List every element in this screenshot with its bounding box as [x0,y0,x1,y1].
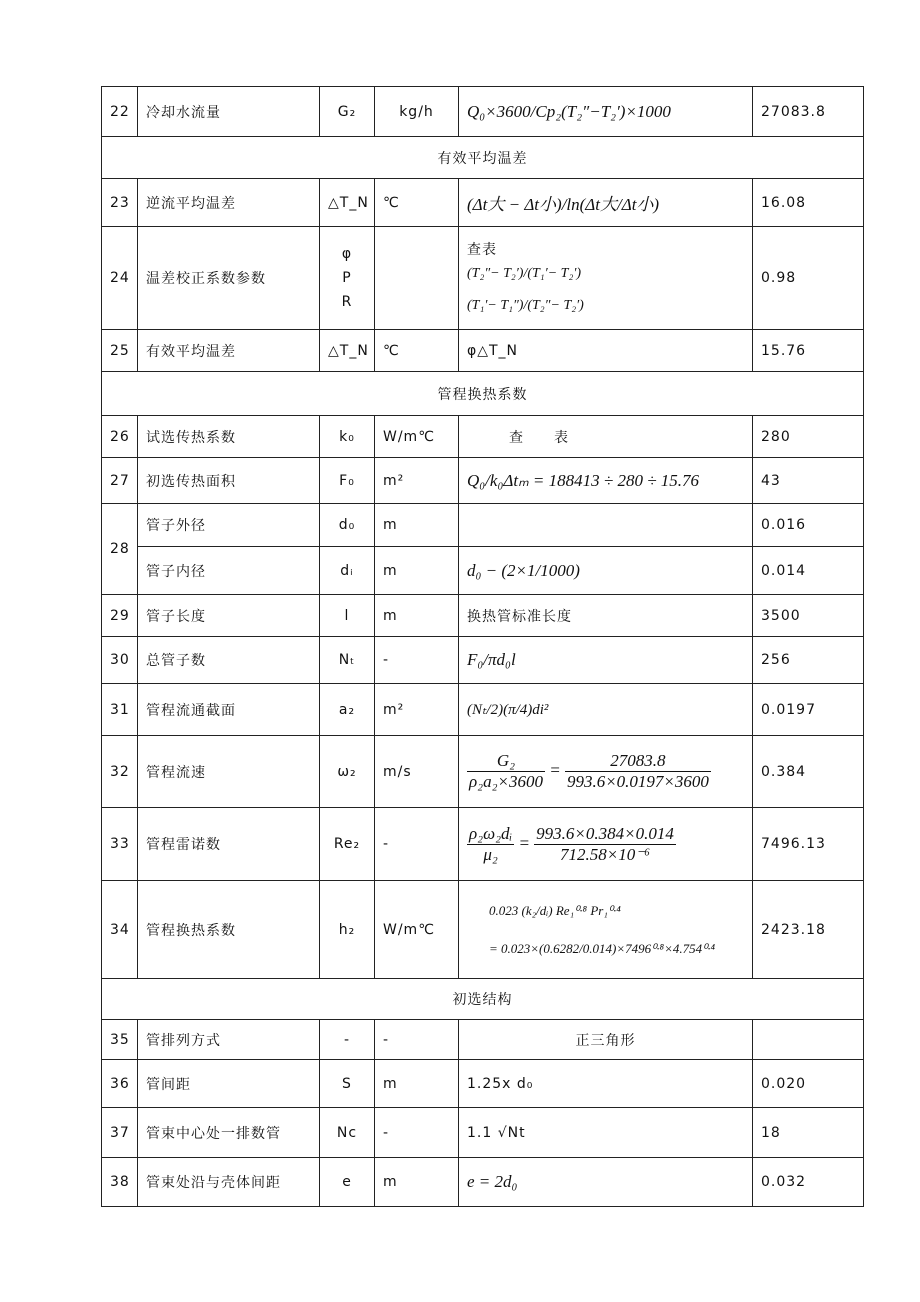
item-unit: m² [375,684,459,736]
item-name: 管排列方式 [138,1020,320,1060]
item-name: 有效平均温差 [138,330,320,372]
row-number: 24 [102,227,138,330]
item-symbol [320,227,375,330]
item-value: 7496.13 [753,808,864,881]
row-number: 23 [102,179,138,227]
formula-line: (T₁′− T₁″)/(T₂″− T₂′) [467,298,584,313]
table-row-23 [102,179,864,227]
item-unit: - [375,1108,459,1158]
numerator: G₂ [467,751,545,772]
formula-line: = 0.023×(0.6282/0.014)×7496⁰·⁸×4.754⁰·⁴ [489,940,716,956]
item-symbol: Nc [320,1108,375,1158]
item-value: 18 [753,1108,864,1158]
section-title: 管程换热系数 [102,372,864,416]
item-value: 256 [753,637,864,684]
fraction [565,751,711,792]
item-name: 逆流平均温差 [138,179,320,227]
numerator: 993.6×0.384×0.014 [536,823,674,843]
item-name: 管程流速 [138,736,320,808]
row-number: 34 [102,881,138,979]
item-unit: ℃ [375,330,459,372]
item-unit: W/m℃ [375,416,459,458]
item-value: 3500 [753,595,864,637]
row-number: 38 [102,1158,138,1207]
item-name: 试选传热系数 [138,416,320,458]
table-row-22 [102,87,864,137]
item-symbol: Nₜ [320,637,375,684]
item-formula: 正三角形 [459,1020,753,1060]
item-formula: (Δt大 − Δt小)/ln(Δt大/Δt小) [459,179,753,227]
item-unit: m [375,595,459,637]
item-unit: m [375,504,459,547]
denominator: 993.6×0.0197×3600 [566,772,709,791]
item-symbol: d₀ [320,504,375,547]
item-unit: - [375,637,459,684]
table-row-24 [102,227,864,330]
table-row-32 [102,736,864,808]
row-number: 22 [102,87,138,137]
item-symbol: G₂ [320,87,375,137]
calculation-table [101,86,864,1207]
item-name: 管束处沿与壳体间距 [138,1158,320,1207]
table-row-35 [102,1020,864,1060]
item-symbol: k₀ [320,416,375,458]
table-row-30 [102,637,864,684]
table-row-28b [102,547,864,595]
formula-line: (T₂″− T₂′)/(T₁′− T₂′) [467,266,582,281]
table-row-29 [102,595,864,637]
row-number: 35 [102,1020,138,1060]
row-number: 31 [102,684,138,736]
section-row [102,372,864,416]
item-value: 0.98 [753,227,864,330]
item-formula: F₀/πd₀l [459,637,753,684]
numerator: ρ₂ω₂dᵢ [469,823,513,843]
item-symbol: h₂ [320,881,375,979]
item-name: 冷却水流量 [138,87,320,137]
table-row-31 [102,684,864,736]
item-formula: $\frac{\text{G₂}}{\text{ρ₂a₂×3600}}$ = $\frac{27083.8}{993.6\times 0.0197\times 3600}$ [459,736,753,808]
item-name: 管子外径 [138,504,320,547]
denominator: 712.58×10⁻⁶ [559,844,651,864]
table-row-25 [102,330,864,372]
item-symbol: △T_N [320,179,375,227]
item-value: 0.016 [753,504,864,547]
fraction [467,824,514,865]
item-value: 0.384 [753,736,864,808]
item-unit: kg/h [375,87,459,137]
table-row-26 [102,416,864,458]
item-formula: φ△T_N [459,330,753,372]
item-value: 15.76 [753,330,864,372]
item-symbol: e [320,1158,375,1207]
item-formula: d₀ − (2×1/1000) [459,547,753,595]
item-value: 0.020 [753,1060,864,1108]
item-symbol: Re₂ [320,808,375,881]
item-formula: e = 2d₀ [459,1158,753,1207]
item-unit: m [375,547,459,595]
item-value: 280 [753,416,864,458]
item-symbol: - [320,1020,375,1060]
item-symbol: △T_N [320,330,375,372]
item-value: 0.014 [753,547,864,595]
table-row-33 [102,808,864,881]
item-name: 管子长度 [138,595,320,637]
item-name: 初选传热面积 [138,458,320,504]
item-value: 0.032 [753,1158,864,1207]
table-row-37 [102,1108,864,1158]
item-name: 管程换热系数 [138,881,320,979]
item-name: 管间距 [138,1060,320,1108]
symbol-phi: φ [341,246,353,262]
item-value: 27083.8 [753,87,864,137]
item-formula: $\frac{\text{ρ₂ω₂dᵢ}}{\text{μ₂}}$ = $\frac{993.6\times 0.384\times 0.014}{\text{712.58×10⁻⁶}}$ [459,808,753,881]
symbol-r: R [341,294,353,310]
item-formula: 查 表 [459,416,753,458]
section-title: 初选结构 [102,979,864,1020]
item-unit [375,227,459,330]
item-symbol: ω₂ [320,736,375,808]
row-number: 26 [102,416,138,458]
item-symbol: dᵢ [320,547,375,595]
row-number: 30 [102,637,138,684]
item-formula: 换热管标准长度 [459,595,753,637]
item-formula [459,881,753,979]
item-name: 总管子数 [138,637,320,684]
section-row [102,137,864,179]
denominator: μ₂ [483,844,498,864]
item-formula [459,504,753,547]
item-symbol: a₂ [320,684,375,736]
fraction [534,824,676,865]
item-unit: - [375,1020,459,1060]
item-symbol: l [320,595,375,637]
section-row [102,979,864,1020]
table-row-36 [102,1060,864,1108]
item-unit: - [375,808,459,881]
table-row-34 [102,881,864,979]
item-value: 2423.18 [753,881,864,979]
table-row-28a [102,504,864,547]
item-name: 管束中心处一排数管 [138,1108,320,1158]
item-formula: Q₀×3600/Cp₂(T₂″−T₂′)×1000 [459,87,753,137]
item-symbol: F₀ [320,458,375,504]
item-unit: m² [375,458,459,504]
item-name: 管程流通截面 [138,684,320,736]
row-number: 25 [102,330,138,372]
item-value: 0.0197 [753,684,864,736]
item-value: 43 [753,458,864,504]
row-number: 37 [102,1108,138,1158]
item-unit: m [375,1158,459,1207]
denominator: ρ₂a₂×3600 [469,772,543,791]
item-formula [459,227,753,330]
section-title: 有效平均温差 [102,137,864,179]
item-name: 温差校正系数参数 [138,227,320,330]
item-symbol: S [320,1060,375,1108]
item-formula: 1.1 √Nt [459,1108,753,1158]
item-formula: 1.25x d₀ [459,1060,753,1108]
row-number: 28 [102,504,138,595]
formula-line: 0.023 (k₂/dᵢ) Re₁⁰·⁸ Pr₁⁰·⁴ [489,902,621,918]
row-number: 33 [102,808,138,881]
numerator: 27083.8 [565,751,711,772]
row-number: 36 [102,1060,138,1108]
table-row-27 [102,458,864,504]
row-number: 32 [102,736,138,808]
item-value: 16.08 [753,179,864,227]
row-number: 27 [102,458,138,504]
item-formula: Q₀/k₀Δtₘ = 188413 ÷ 280 ÷ 15.76 [459,458,753,504]
row-number: 29 [102,595,138,637]
item-unit: ℃ [375,179,459,227]
item-unit: W/m℃ [375,881,459,979]
item-unit: m [375,1060,459,1108]
table-row-38 [102,1158,864,1207]
item-formula: (Nₜ/2)(π/4)di² [459,684,753,736]
item-value [753,1020,864,1060]
formula-line: 查表 [467,242,497,258]
fraction [467,751,545,792]
symbol-p: P [342,270,352,286]
item-unit: m/s [375,736,459,808]
item-name: 管子内径 [138,547,320,595]
item-name: 管程雷诺数 [138,808,320,881]
